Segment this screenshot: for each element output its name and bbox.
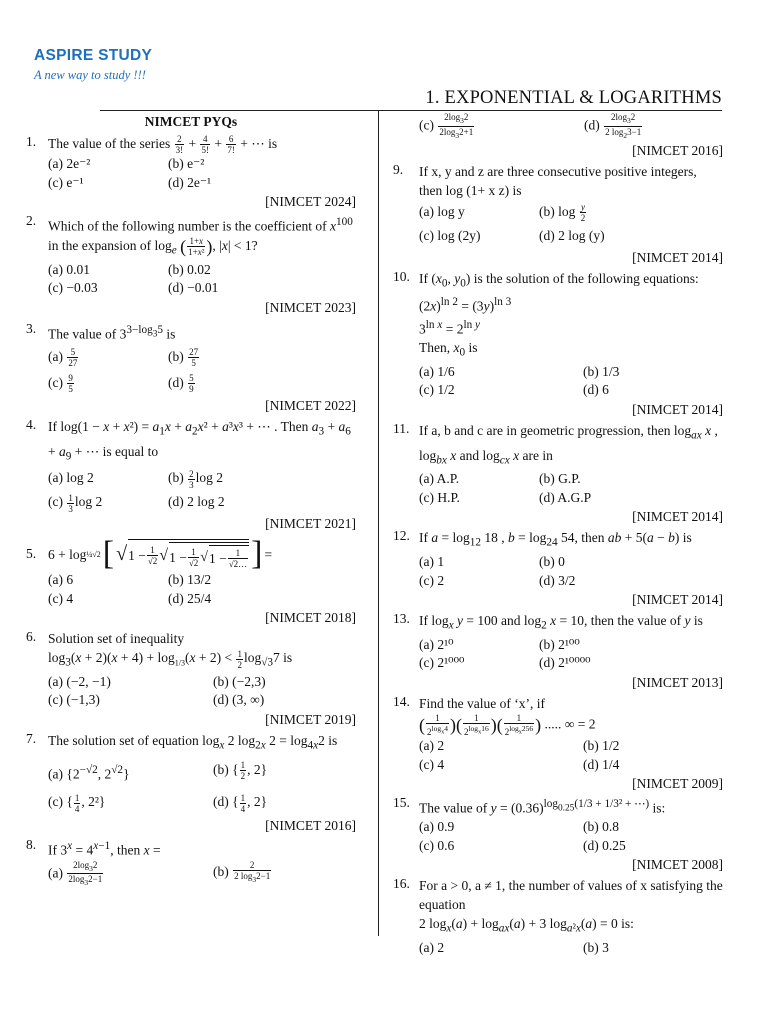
question-9: 9. If x, y and z are three consecutive positive integers, then log (1+ x z) is: [393, 161, 697, 198]
left-column: [26, 112, 356, 888]
question-2-options: (a) 0.01 (b) 0.02 (c) −0.03 (d) −0.01: [48, 261, 219, 296]
question-12-options: (a) 1 (b) 0 (c) 2 (d) 3/2: [419, 554, 576, 588]
exam-tag: [NIMCET 2014]: [632, 592, 723, 608]
column-divider: [378, 110, 379, 936]
question-14: 14. Find the value of ‘x’, if ( $\frac{1}{2^{log_x4}}$ )( $\frac{1}{2^{log_x16}}$ )( $\frac{1}{2^{log_x256}}$ ) ..... ∞ = 2: [393, 693, 596, 737]
question-11-options: (a) A.P. (b) G.P. (c) H.P. (d) A.G.P: [419, 471, 592, 505]
header-divider: [100, 110, 722, 111]
question-5-options: (a) 6 (b) 13/2 (c) 4 (d) 25/4: [48, 572, 212, 606]
chapter-title: 1. EXPONENTIAL & LOGARITHMS: [425, 88, 722, 108]
question-1-options: (a) 2e⁻² (b) e⁻² (c) e⁻¹ (d) 2e⁻¹: [48, 156, 212, 190]
brand-tagline: A new way to study !!!: [34, 68, 146, 82]
question-6: 6. Solution set of inequality $\log_3(x + 2)(x + 4) + \log_{1/3}(x + 2)$ < $\frac{1}{2}$ $\log_{√3}7$ is: [26, 629, 293, 670]
question-4-options: (a) log 2 (b) $\frac{2}{3}$ log 2 (c) $\frac{1}{3}$ log 2 (d) 2 log 2: [48, 468, 225, 514]
question-14-options: (a) 2 (b) 1/2 (c) 4 (d) 1/4: [419, 738, 620, 772]
exam-tag: [NIMCET 2016]: [265, 818, 356, 834]
question-3: 3. The value of $3^{3-log_35}$ is: [26, 320, 176, 342]
question-12: 12. If $a = \log_{12} 18$ , $b = \log_{24} 54$, then ab + 5(a − b) is: [393, 528, 692, 550]
exam-tag: [NIMCET 2021]: [265, 516, 356, 532]
exam-tag: [NIMCET 2023]: [265, 299, 356, 315]
section-title: NIMCET PYQs: [144, 114, 238, 129]
exam-tag: [NIMCET 2009]: [632, 776, 723, 792]
question-7: 7. The solution set of equation $\log_x 2$ $\log_{2x} 2 = \log_{4x}2$ is: [26, 730, 338, 752]
question-15: 15. The value of $y = (0.36)^{log_{0.25}(1/3 + 1/3^2 + \cdots)}$ is:: [393, 795, 666, 816]
exam-tag: [NIMCET 2014]: [632, 401, 723, 417]
right-column: [393, 112, 723, 958]
question-7-options: (a) {$2^{-√2}$, $2^{√2}$} (b) { $\frac{1}{2}$ , 2} (c) { $\frac{1}{4}$ , 2²} (d) { $\frac{1}{4}$ , 2}: [48, 760, 268, 814]
question-10: 10. If ($x_0$, $y_0$) is the solution of the following equations: $(2x)^{ln 2} = (3y)^{ln 3}$ $3^{ln x} = 2^{ln y}$ Then, $x_0$ is: [393, 268, 699, 359]
question-16: 16. For a > 0, a ≠ 1, the number of values of x satisfying the equation 2 $\log_x(a) + \log_{ax}(a) + 3$ $\log_{a^2x}(a) = 0$ is:: [393, 876, 723, 936]
exam-tag: [NIMCET 2014]: [632, 509, 723, 525]
exam-tag: [NIMCET 2019]: [265, 711, 356, 727]
question-9-options: (a) log y (b) log $\frac{y}{2}$ (c) log (2y) (d) 2 log (y): [419, 202, 605, 243]
question-8-options: (a) $\frac{2\log_32}{2\log_32-1}$ (b) $\frac{2}{2 \log_32-1}$: [48, 859, 271, 888]
question-16-options: (a) 2 (b) 3: [419, 940, 609, 956]
question-4: 4. If $\log(1 - x + x^2) = a_1x + a_2x^2 + a^3x^3$ + ⋯ . Then $a_3 + a_6 + a_9$ + ⋯ is equal to: [26, 416, 351, 463]
exam-tag: [NIMCET 2013]: [632, 674, 723, 690]
exam-tag: [NIMCET 2024]: [265, 194, 356, 210]
question-8-options-continued: (c) $\frac{2\log_32}{2\log_32+1}$ (d) $\frac{2\log_32}{2 \log_23-1}$: [419, 112, 642, 140]
question-3-options: (a) $\frac{5}{27}$ (b) $\frac{27}{5}$ (c) $\frac{9}{5}$ (d) $\frac{5}{9}$: [48, 347, 199, 395]
question-5: 5. 6 + log ¼√2 [ √ 1 − $\frac{1}{√2}$ √ 1 − $\frac{1}{√2}$ √ 1 − $\frac{1}{√2\dots}$ ] =: [26, 535, 273, 573]
question-10-options: (a) 1/6 (b) 1/3 (c) 1/2 (d) 6: [419, 363, 620, 398]
brand-name: ASPIRE STUDY: [34, 47, 153, 64]
question-6-options: (a) (−2, −1) (b) (−2,3) (c) (−1,3) (d) (3, ∞): [48, 673, 266, 708]
question-13-options: (a) 2¹⁰ (b) 2¹⁰⁰ (c) 2¹⁰⁰⁰ (d) 2¹⁰⁰⁰⁰: [419, 636, 591, 671]
question-1: 1. The value of the series $\frac{2}{3!}$ + $\frac{4}{5!}$ + $\frac{6}{7!}$ + ⋯ is: [26, 134, 278, 156]
question-13: 13. If $\log_x y = 100$ and $\log_2 x = 10$, then the value of y is: [393, 611, 703, 632]
question-2: 2. Which of the following number is the coefficient of $x^{100}$ in the expansion of $\log_e$ ( $\frac{1+x}{\text{1+x²}}$ ), |x| < 1?: [26, 213, 353, 258]
exam-tag: [NIMCET 2014]: [632, 249, 723, 265]
question-15-options: (a) 0.9 (b) 0.8 (c) 0.6 (d) 0.25: [419, 819, 626, 853]
question-11: 11. If a, b and c are in geometric progression, then $\log_{ax} x$ , $\log_{bx} x$ and $\log_{cx} x$ are in: [393, 420, 718, 467]
exam-tag: [NIMCET 2008]: [632, 857, 723, 873]
question-8: 8. If $3^x = 4^{x-1}$, then x =: [26, 837, 161, 858]
exam-tag: [NIMCET 2018]: [265, 610, 356, 626]
exam-tag: [NIMCET 2022]: [265, 397, 356, 413]
exam-tag: [NIMCET 2016]: [632, 142, 723, 158]
